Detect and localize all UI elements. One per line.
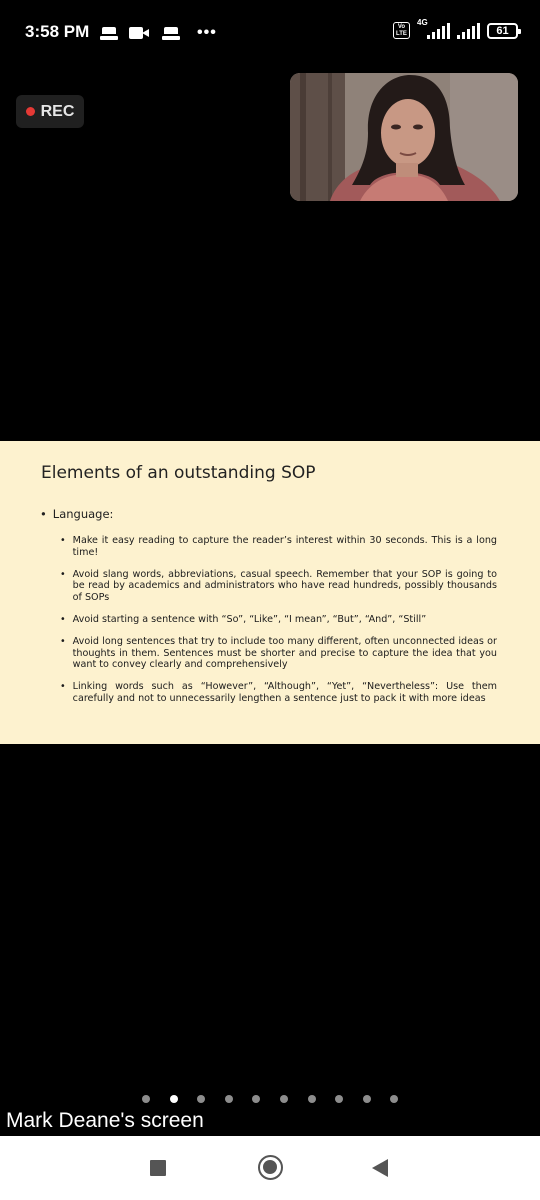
- volte-icon: Vo LTE: [393, 22, 410, 39]
- clock-time: 3:58 PM: [25, 22, 90, 41]
- recording-label: REC: [40, 102, 75, 120]
- page-dot[interactable]: [363, 1095, 371, 1103]
- screen-owner-label: Mark Deane's screen: [6, 1109, 204, 1132]
- navigation-bar: [0, 1136, 540, 1200]
- page-dot[interactable]: [390, 1095, 398, 1103]
- participant-video-frame: [290, 73, 518, 201]
- bullet-text: Avoid slang words, abbreviations, casual speech. Remember that your SOP is going to be read by academics and administrators who have read hundreds, possibly thousands of SOPs: [72, 568, 497, 604]
- notification-icons: [99, 24, 217, 42]
- news-app-icon: [161, 25, 181, 41]
- video-camera-icon: [129, 26, 151, 40]
- page-dot[interactable]: [142, 1095, 150, 1103]
- list-item: [60, 569, 497, 604]
- list-item: [60, 636, 497, 671]
- list-item: [60, 535, 497, 559]
- slide-title: Elements of an outstanding SOP: [41, 463, 316, 483]
- page-dot[interactable]: [280, 1095, 288, 1103]
- bullet-marker: •: [40, 507, 47, 521]
- recording-badge[interactable]: [16, 95, 84, 128]
- bullet-marker: •: [60, 681, 66, 693]
- page-dot[interactable]: [335, 1095, 343, 1103]
- slide-level1-item: [40, 507, 113, 521]
- slide-section-label: Language:: [52, 507, 114, 521]
- back-triangle-icon[interactable]: [372, 1159, 388, 1177]
- news-app-icon: [99, 25, 119, 41]
- bullet-marker: •: [60, 613, 66, 625]
- recents-square-icon[interactable]: [150, 1160, 166, 1176]
- more-notifications-icon: •••: [197, 24, 217, 41]
- bullet-text: Avoid long sentences that try to include too many different, often unconnected ideas or thoughts in them. Sentences must be shorter and precise to capture the idea that you want to convey clearly and comprehensively: [72, 635, 497, 671]
- participant-video-thumbnail[interactable]: [290, 73, 518, 201]
- signal-strength-icon: [457, 23, 480, 39]
- bullet-marker: •: [60, 635, 66, 647]
- bullet-text: Linking words such as “However”, “Although”, “Yet”, “Nevertheless”: Use them carefully and not to unnecessarily lengthen a sentence just to pack it with more ideas: [72, 681, 497, 704]
- page-dot-active[interactable]: [170, 1095, 178, 1103]
- page-dot[interactable]: [197, 1095, 205, 1103]
- bullet-text: Make it easy reading to capture the reader’s interest within 30 seconds. This is a long time!: [72, 535, 497, 558]
- slide-bullet-list: [60, 535, 497, 715]
- home-circle-icon[interactable]: [258, 1155, 283, 1180]
- bullet-text: Avoid starting a sentence with “So”, “Like”, “I mean”, “But”, “And”, “Still”: [72, 613, 427, 625]
- signal-4g-icon: 4G: [417, 23, 450, 39]
- battery-icon: 61: [487, 23, 518, 39]
- bullet-marker: •: [60, 568, 66, 580]
- list-item: [60, 614, 497, 626]
- system-icons: [393, 17, 518, 39]
- shared-screen-slide: [0, 441, 540, 744]
- status-bar: [0, 0, 540, 64]
- page-indicator: [142, 1095, 398, 1103]
- bullet-marker: •: [60, 535, 66, 546]
- page-dot[interactable]: [252, 1095, 260, 1103]
- page-dot[interactable]: [308, 1095, 316, 1103]
- record-dot-icon: [26, 107, 35, 116]
- list-item: [60, 681, 497, 705]
- page-dot[interactable]: [225, 1095, 233, 1103]
